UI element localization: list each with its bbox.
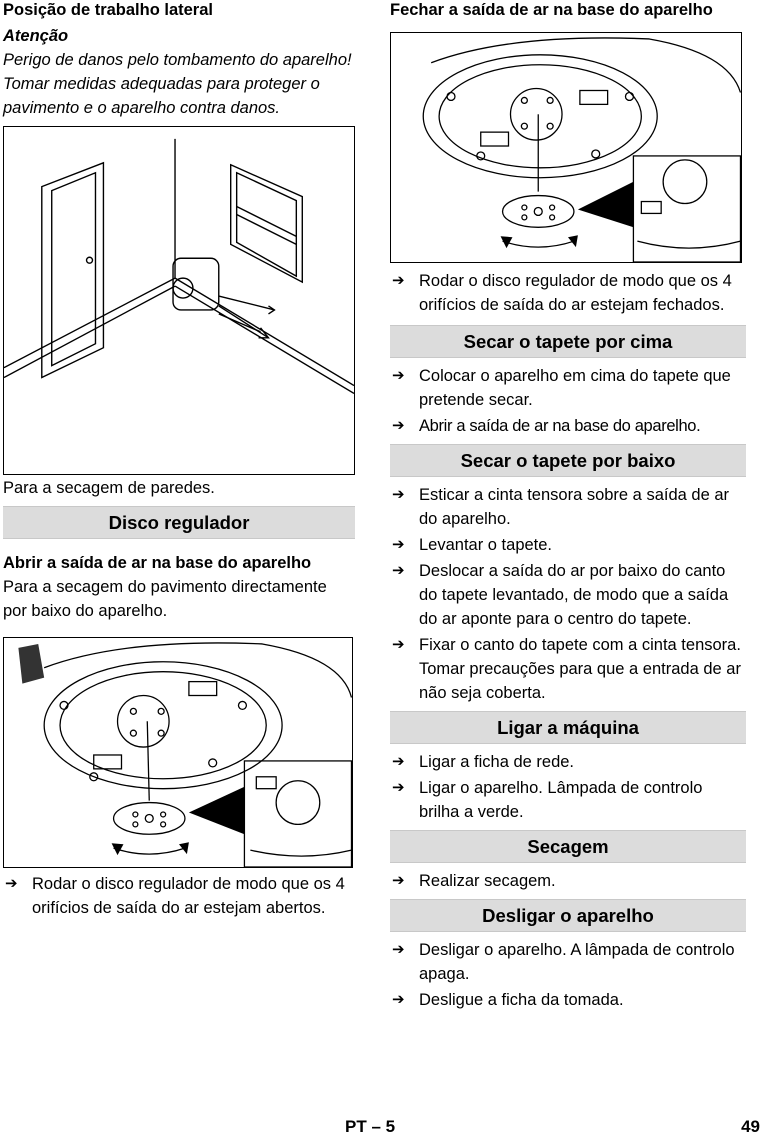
- section-band-dry-top: Secar o tapete por cima: [390, 325, 746, 358]
- arrow-right-icon: ➔: [392, 753, 405, 770]
- off-steps-list: [390, 938, 746, 1012]
- dry-top-steps-list: [390, 364, 746, 438]
- section-band-off: Desligar o aparelho: [390, 899, 746, 932]
- right-column: [390, 0, 746, 1014]
- list-item: ➔ Rodar o disco regulador de modo que os 4 orifícios de saída do ar estejam abertos.: [3, 872, 355, 920]
- open-steps-list: [3, 872, 355, 920]
- heading-open-outlet: Abrir a saída de ar na base do aparelho: [3, 554, 312, 572]
- drying-steps-list: [390, 869, 746, 893]
- dry-bottom-steps-list: [390, 483, 746, 705]
- list-item: ➔ Abrir a saída de ar na base do aparelho.: [390, 414, 746, 438]
- list-item: ➔ Desligue a ficha da tomada.: [390, 988, 746, 1012]
- left-column: [3, 0, 355, 922]
- list-item: ➔ Levantar o tapete.: [390, 533, 746, 557]
- heading-close-outlet: Fechar a saída de ar na base do aparelho: [390, 1, 713, 19]
- warning-text: Perigo de danos pelo tombamento do aparelho! Tomar medidas adequadas para proteger o pavimento e o aparelho contra danos.: [3, 51, 352, 117]
- list-item: ➔ Colocar o aparelho em cima do tapete que pretende secar.: [390, 364, 746, 412]
- page-number: 49: [741, 1117, 760, 1136]
- arrow-right-icon: ➔: [392, 272, 405, 289]
- list-item: ➔ Ligar a ficha de rede.: [390, 750, 746, 774]
- list-item: ➔ Realizar secagem.: [390, 869, 746, 893]
- arrow-right-icon: ➔: [392, 941, 405, 958]
- arrow-right-icon: ➔: [392, 991, 405, 1008]
- list-item: ➔ Esticar a cinta tensora sobre a saída de ar do aparelho.: [390, 483, 746, 531]
- heading-side-position: Posição de trabalho lateral: [3, 1, 213, 19]
- arrow-right-icon: ➔: [392, 417, 405, 434]
- open-disc-illustration: [3, 637, 353, 868]
- list-item: ➔ Deslocar a saída do ar por baixo do canto do tapete levantado, de modo que a saída do ar aponte para o centro do tapete.: [390, 559, 746, 631]
- warning-title: Atenção: [3, 27, 69, 45]
- arrow-right-icon: ➔: [392, 779, 405, 796]
- section-band-drying: Secagem: [390, 830, 746, 863]
- caption-walls: Para a secagem de paredes.: [3, 479, 215, 497]
- start-steps-list: [390, 750, 746, 824]
- footer-section-label: PT – 5: [345, 1117, 396, 1136]
- arrow-right-icon: ➔: [392, 872, 405, 889]
- close-disc-illustration: [390, 32, 742, 263]
- wall-drying-illustration: [3, 126, 355, 475]
- section-band-start: Ligar a máquina: [390, 711, 746, 744]
- list-item: ➔ Fixar o canto do tapete com a cinta tensora. Tomar precauções para que a entrada de ar não seja coberta.: [390, 633, 746, 705]
- arrow-right-icon: ➔: [5, 875, 18, 892]
- arrow-right-icon: ➔: [392, 562, 405, 579]
- close-steps-list: [390, 269, 746, 317]
- list-item: ➔ Ligar o aparelho. Lâmpada de controlo brilha a verde.: [390, 776, 746, 824]
- disc-closed-drawing: [391, 33, 741, 262]
- arrow-right-icon: ➔: [392, 536, 405, 553]
- section-band-disc: Disco regulador: [3, 506, 355, 539]
- list-item: ➔ Desligar o aparelho. A lâmpada de controlo apaga.: [390, 938, 746, 986]
- room-corner-drawing: [4, 127, 354, 474]
- arrow-right-icon: ➔: [392, 636, 405, 653]
- arrow-right-icon: ➔: [392, 486, 405, 503]
- arrow-right-icon: ➔: [392, 367, 405, 384]
- section-band-dry-bottom: Secar o tapete por baixo: [390, 444, 746, 477]
- disc-open-drawing: [4, 638, 352, 867]
- open-outlet-text: Para a secagem do pavimento directamente por baixo do aparelho.: [3, 578, 327, 620]
- list-item: ➔ Rodar o disco regulador de modo que os 4 orifícios de saída do ar estejam fechados.: [390, 269, 746, 317]
